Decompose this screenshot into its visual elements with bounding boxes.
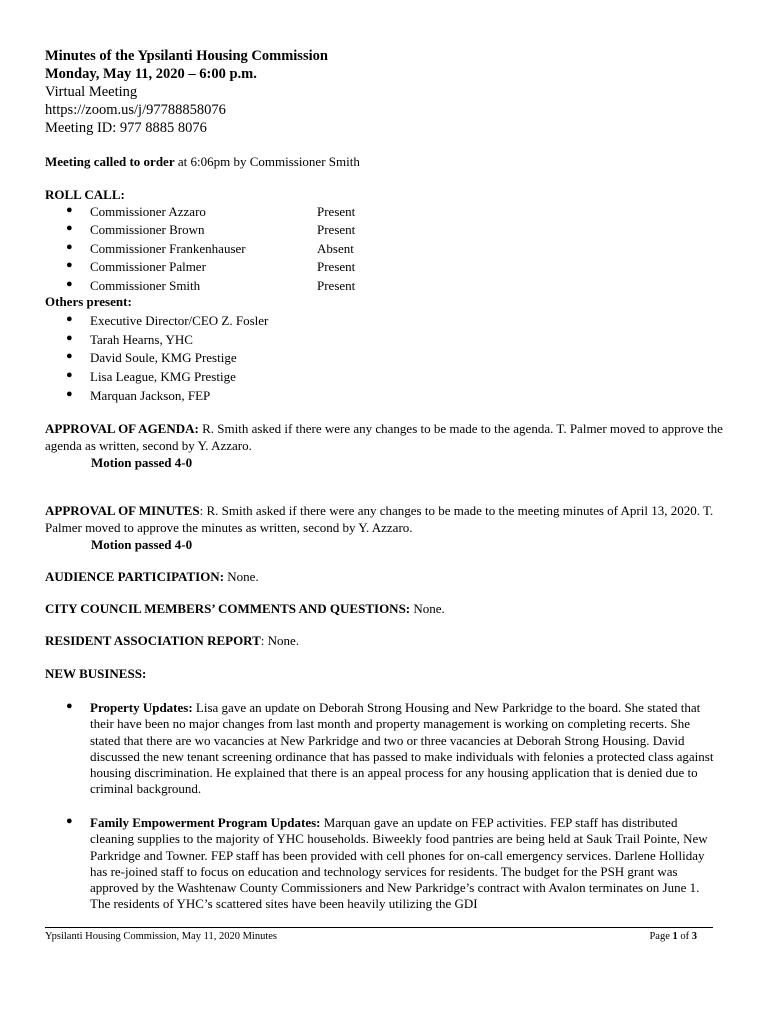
approval-of-minutes-text: : R. Smith asked if there were any changes to be made to the meeting minutes of April 13, 2020. T. Palmer moved to approve the minutes as written, second by Y. Azzaro. — [45, 503, 714, 535]
resident-association-report — [45, 633, 299, 650]
bullet-icon: ● — [66, 332, 73, 344]
page-prefix: Page — [649, 931, 673, 942]
page-number — [649, 931, 697, 942]
bullet-icon: ● — [66, 241, 73, 253]
bullet-icon: ● — [66, 259, 73, 271]
new-business-item-property-updates — [90, 700, 720, 798]
council-comments-text: None. — [410, 601, 445, 616]
approval-of-minutes-label: APPROVAL OF MINUTES — [45, 503, 200, 518]
others-present-item: Lisa League, KMG Prestige — [90, 369, 236, 384]
footer-title: Ypsilanti Housing Commission, May 11, 2020 Minutes — [45, 931, 277, 942]
bullet-icon: ● — [66, 350, 73, 362]
meeting-id: Meeting ID: 977 8885 8076 — [45, 120, 207, 136]
bullet-icon: ● — [66, 700, 73, 712]
audience-participation-text: None. — [224, 569, 259, 584]
meeting-datetime: Monday, May 11, 2020 – 6:00 p.m. — [45, 66, 257, 82]
minutes-motion: Motion passed 4-0 — [91, 537, 193, 552]
new-business-item-fep-updates — [90, 815, 720, 913]
approval-of-agenda-label: APPROVAL OF AGENDA: — [45, 421, 199, 436]
property-updates-label: Property Updates: — [90, 700, 193, 715]
others-present-heading: Others present: — [45, 294, 132, 309]
agenda-motion: Motion passed 4-0 — [91, 455, 193, 470]
others-present-item: Tarah Hearns, YHC — [90, 332, 193, 347]
roll-call-status: Present — [317, 204, 356, 219]
meeting-url[interactable]: https://zoom.us/j/97788858076 — [45, 102, 226, 118]
bullet-icon: ● — [66, 222, 73, 234]
called-to-order-text: at 6:06pm by Commissioner Smith — [174, 154, 360, 169]
approval-of-agenda-text: R. Smith asked if there were any changes to be made to the agenda. T. Palmer moved to approve the agenda as written, second by Y. Azzaro. — [45, 421, 723, 453]
others-present-item: David Soule, KMG Prestige — [90, 350, 237, 365]
called-to-order — [45, 154, 360, 171]
council-comments-label: CITY COUNCIL MEMBERS’ COMMENTS AND QUESTIONS: — [45, 601, 411, 616]
approval-of-agenda — [45, 421, 735, 472]
property-updates-text: Lisa gave an update on Deborah Strong Housing and New Parkridge to the board. She stated that their have been no major changes from last month and property management is working on completing recerts. She stated that there are wo vacancies at New Parkridge and two or three vacancies at Deborah Strong Housing. David discussed the new tenant screening ordinance that has passed to make individuals with felonies a protected class against housing discrimination. He explained that there is an appeal process for any housing application that is denied due to criminal background. — [90, 700, 714, 797]
bullet-icon: ● — [66, 204, 73, 216]
bullet-icon: ● — [66, 815, 73, 827]
resident-association-label: RESIDENT ASSOCIATION REPORT — [45, 633, 261, 648]
bullet-icon: ● — [66, 369, 73, 381]
others-present-item: Executive Director/CEO Z. Fosler — [90, 313, 269, 328]
council-comments — [45, 601, 445, 618]
footer-divider — [45, 927, 713, 928]
roll-call-status: Present — [317, 222, 356, 237]
resident-association-text: : None. — [260, 633, 300, 648]
roll-call-member: Commissioner Frankenhauser — [90, 241, 246, 256]
bullet-icon: ● — [66, 278, 73, 290]
page-of: of — [677, 931, 692, 942]
document-title: Minutes of the Ypsilanti Housing Commission — [45, 48, 328, 64]
others-present-item: Marquan Jackson, FEP — [90, 388, 211, 403]
roll-call-status: Present — [317, 278, 356, 293]
new-business-heading: NEW BUSINESS: — [45, 666, 147, 681]
called-to-order-label: Meeting called to order — [45, 154, 175, 169]
roll-call-member: Commissioner Brown — [90, 222, 205, 237]
audience-participation — [45, 569, 259, 586]
bullet-icon: ● — [66, 313, 73, 325]
approval-of-minutes — [45, 503, 735, 554]
page-total: 3 — [691, 931, 697, 942]
roll-call-status: Absent — [317, 241, 354, 256]
roll-call-heading: ROLL CALL: — [45, 187, 125, 202]
page-current: 1 — [672, 931, 678, 942]
audience-participation-label: AUDIENCE PARTICIPATION: — [45, 569, 225, 584]
roll-call-member: Commissioner Palmer — [90, 259, 206, 274]
fep-updates-label: Family Empowerment Program Updates: — [90, 815, 321, 830]
roll-call-status: Present — [317, 259, 356, 274]
roll-call-member: Commissioner Azzaro — [90, 204, 206, 219]
bullet-icon: ● — [66, 388, 73, 400]
meeting-venue: Virtual Meeting — [45, 84, 138, 100]
fep-updates-text: Marquan gave an update on FEP activities. FEP staff has distributed cleaning supplies to the majority of YHC households. Biweekly food pantries are being held at Sauk Trail Pointe, New Parkridge and Towner. FEP staff has been provided with cell phones for on-call emergency services. Darlene Holliday has re-joined staff to focus on education and technology services for residents. The budget for the PSH grant was approved by the Washtenaw County Commissioners and New Parkridge’s contract with Avalon terminates on June 1. The residents of YHC’s scattered sites have been heavily utilizing the GDI — [90, 815, 708, 912]
roll-call-member: Commissioner Smith — [90, 278, 201, 293]
